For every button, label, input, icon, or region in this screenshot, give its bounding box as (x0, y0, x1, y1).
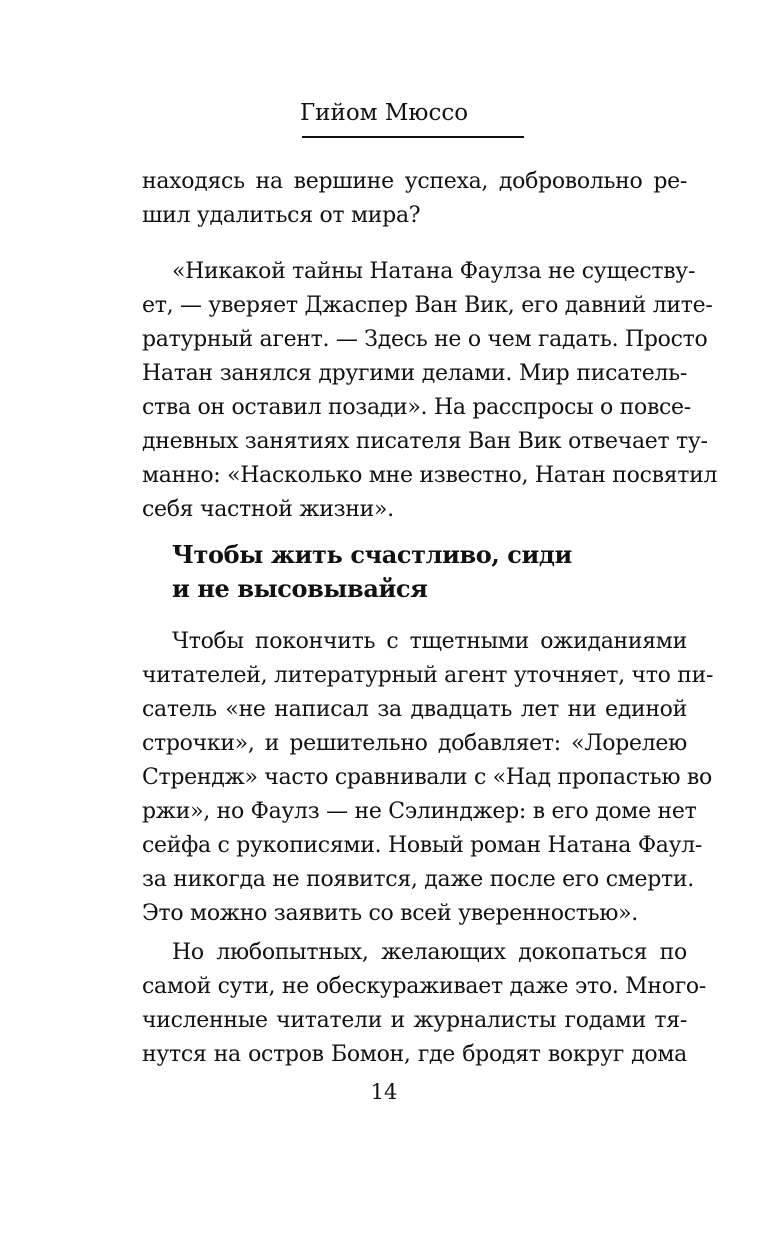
text-line: Стрендж» часто сравнивали с «Над пропастью во (142, 765, 712, 790)
text-line: манно: «Насколько мне известно, Натан посвятил (142, 463, 718, 488)
text-line: ржи», но Фаулз — не Сэлинджер: в его доме нет (142, 799, 697, 824)
text-line: себя частной жизни». (142, 497, 394, 522)
running-head-rule (302, 136, 524, 138)
text-line: ства он оставил позади». На расспросы о повсе- (142, 395, 691, 420)
text-line: за никогда не появится, даже после его смерти. (142, 867, 694, 892)
text-line: Это можно заявить со всей уверенностью». (142, 901, 638, 926)
paragraph-quote (142, 255, 718, 527)
heading-line: и не высовывайся (172, 574, 428, 603)
paragraph-curious (142, 936, 707, 1072)
text-line: самой сути, не обескураживает даже это. Много- (142, 974, 707, 999)
text-line: ратурный агент. — Здесь не о чем гадать. Просто (142, 327, 708, 352)
text-line: сейфа с рукописями. Новый роман Натана Фаул- (142, 833, 703, 858)
text-line: нутся на остров Бомон, где бродят вокруг дома (142, 1042, 687, 1067)
text-line: численные читатели и журналисты годами тя- (142, 1008, 687, 1033)
page-number: 14 (370, 1080, 398, 1104)
running-head-author: Гийом Мюссо (299, 100, 469, 126)
text-line: строчки», и решительно добавляет: «Лорелею (142, 731, 687, 756)
text-line: Но любопытных, желающих докопаться по (172, 940, 687, 965)
paragraph-agent (142, 625, 714, 931)
text-line: дневных занятиях писателя Ван Вик отвечает ту- (142, 429, 708, 454)
text-line: шил удалиться от мира? (142, 203, 421, 228)
paragraph-continued (142, 165, 687, 233)
heading-line: Чтобы жить счастливо, сиди (172, 540, 572, 569)
text-line: читателей, литературный агент уточняет, что пи- (142, 663, 714, 688)
text-line: находясь на вершине успеха, добровольно ре- (142, 169, 687, 194)
text-line: «Никакой тайны Натана Фаулза не существу- (172, 259, 696, 284)
text-line: Чтобы покончить с тщетными ожиданиями (172, 629, 687, 654)
text-line: сатель «не написал за двадцать лет ни единой (142, 697, 687, 722)
text-line: Натан занялся другими делами. Мир писатель- (142, 361, 687, 386)
text-line: ет, — уверяет Джаспер Ван Вик, его давний лите- (142, 293, 713, 318)
section-heading (142, 538, 687, 606)
